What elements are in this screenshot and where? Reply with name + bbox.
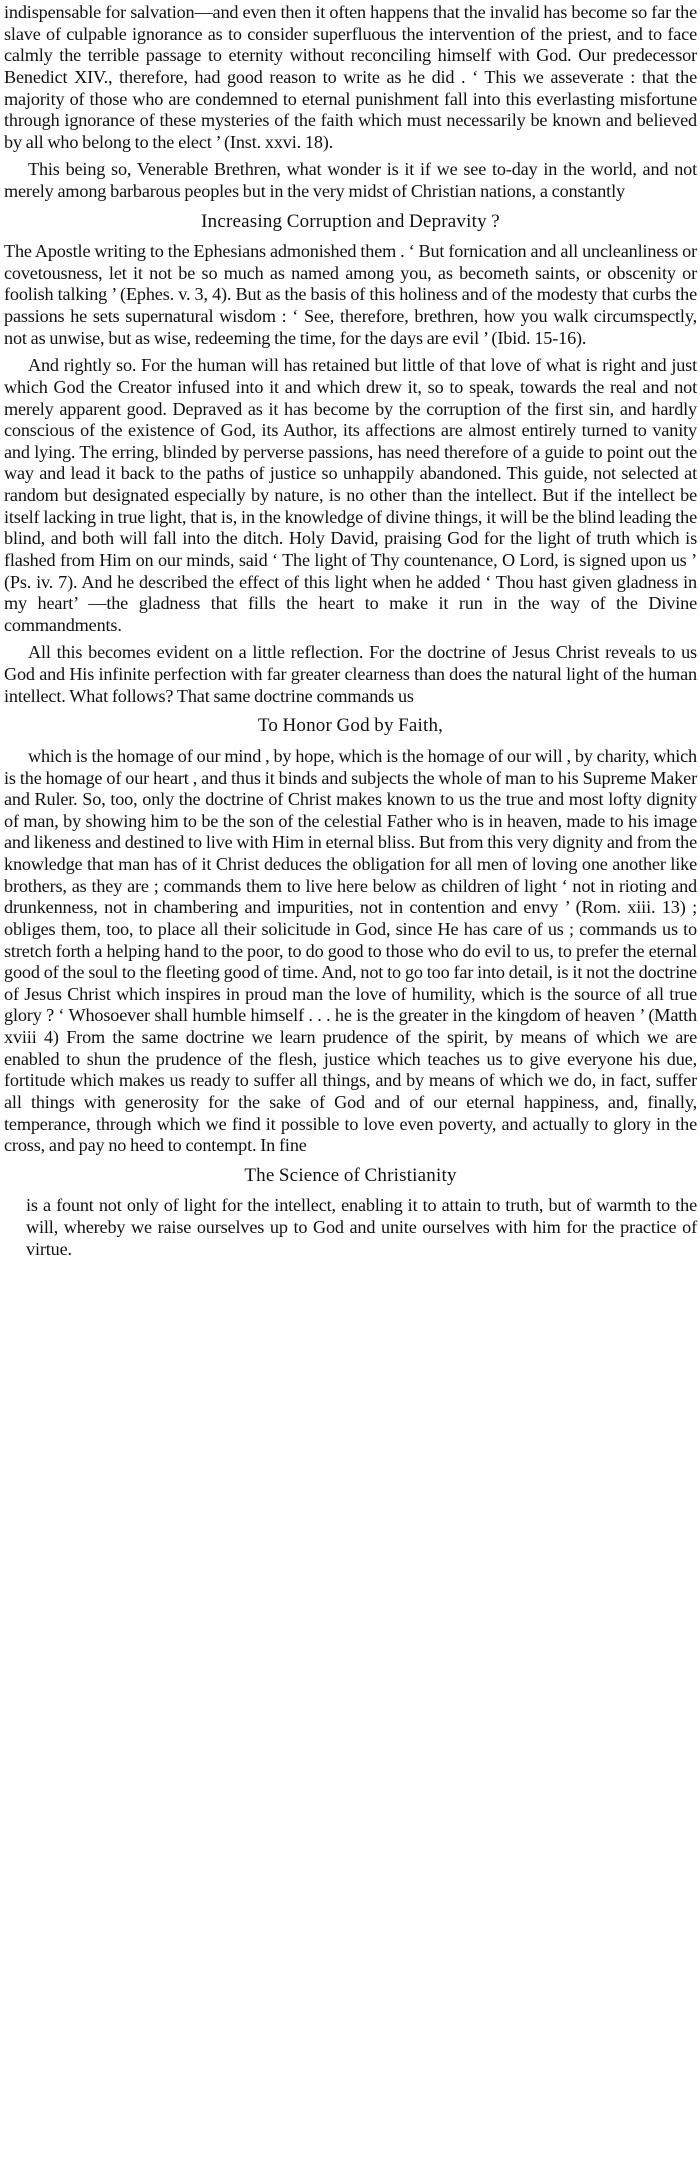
article-paragraph: which is the homage of our mind , by hope, which is the homage of our will , by charity, which is the homage of our heart , and thus it binds and subjects the whole of man to his Supreme Maker and Ruler. So, too, only the doctrine of Christ makes known to us the true and most lofty dignity of man, by showing him to be the son of the celestial Father who is in heaven, made to his image and likeness and destined to live with Him in eternal bliss. But from this very dignity and from the knowledge that man has of it Christ deduces the obligation for all men of loving one another like brothers, as they are ; commands them to live here below as children of light ‘ not in rioting and drunkenness, not in chambering and impurities, not in contention and envy ’ (Rom. xiii. 13) ; obliges them, too, to place all their solicitude in God, since He has care of us ; commands us to stretch forth a helping hand to the poor, to do good to those who do evil to us, to prefer the eternal good of the soul to the fleeting good of time. And, not to go too far into detail, is it not the doctrine of Jesus Christ which inspires in proud man the love of humility, which is the source of all true glory ? ‘ Whosoever shall humble himself . . . he is the greater in the kingdom of heaven ’ (Matth xviii 4) From the same doctrine we learn prudence of the spirit, by means of which we are enabled to shun the prudence of the flesh, justice which teaches us to give everyone his due, fortitude which makes us ready to suffer all things, and by means of which we do, in fact, suffer all things with generosity for the sake of God and of our eternal happiness, and, finally, temperance, through which we find it possible to love even poverty, and actually to glory in the cross, and pay no heed to contempt. In fine [4,745,697,1156]
section-heading: Increasing Corruption and Depravity ? [201,210,500,232]
article-paragraph: This being so, Venerable Brethren, what wonder is it if we see to-day in the world, and not merely among barbarous peoples but in the very midst of Christian nations, a constantly [4,159,697,201]
article-paragraph: indispensable for salvation—and even then it often happens that the invalid has become so far the slave of culpable ignorance as to consider superfluous the intervention of the priest, and to face calmly the terrible passage to eternity without reconciling himself with God. Our predecessor Benedict XIV., therefore, had good reason to write as he did . ‘ This we asseverate : that the majority of those who are condemned to eternal punishment fall into this everlasting misfortune through ignorance of these mysteries of the faith which must necessarily be known and believed by all who belong to the elect ’ (Inst. xxvi. 18). [4,2,697,152]
article-column [4,2,697,1260]
article-paragraph: is a fount not only of light for the intellect, enabling it to attain to truth, but of warmth to the will, whereby we raise ourselves up to God and unite ourselves with him for the practice of virtue. [26,1195,697,1259]
article-paragraph: The Apostle writing to the Ephesians admonished them . ‘ But fornication and all uncleanliness or covetousness, let it not be so much as named among you, as becometh saints, or obscenity or foolish talking ’ (Ephes. v. 3, 4). But as the basis of this holiness and of the modesty that curbs the passions he sets supernatural wisdom : ‘ See, therefore, brethren, how you walk circumspectly, not as unwise, but as wise, redeeming the time, for the days are evil ’ (Ibid. 15-16). [4,241,697,348]
section-heading: The Science of Christianity [244,1164,457,1186]
section-heading: To Honor God by Faith, [257,715,444,737]
article-paragraph: And rightly so. For the human will has retained but little of that love of what is right and just which God the Creator infused into it and which drew it, so to speak, towards the real and not merely apparent good. Depraved as it has become by the corruption of the first sin, and hardly conscious of the existence of God, its Author, its affections are almost entirely turned to vanity and lying. The erring, blinded by perverse passions, has need therefore of a guide to point out the way and lead it back to the paths of justice so unhappily abandoned. This guide, not selected at random but designated especially by nature, is no other than the intellect. But if the intellect be itself lacking in true light, that is, in the knowledge of divine things, it will be the blind leading the blind, and both will fall into the ditch. Holy David, praising God for the light of truth which is flashed from Him on our minds, said ‘ The light of Thy countenance, O Lord, is signed upon us ’ (Ps. iv. 7). And he described the effect of this light when he added ‘ Thou hast given gladness in my heart’ —the gladness that fills the heart to make it run in the way of the Divine commandments. [4,355,697,635]
article-paragraph: All this becomes evident on a little reflection. For the doctrine of Jesus Christ reveals to us God and His infinite perfection with far greater clearness than does the natural light of the human intellect. What follows? That same doctrine commands us [4,642,697,706]
